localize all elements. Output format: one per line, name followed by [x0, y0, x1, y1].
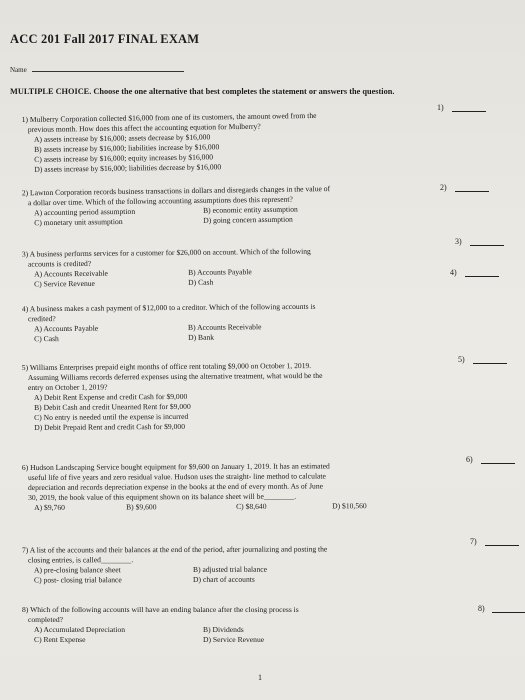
question-stem: credited?: [27, 314, 56, 324]
answer-option: C) post- closing trial balance: [34, 575, 122, 585]
answer-option: C) No entry is needed until the expense is incurred: [34, 411, 189, 422]
answer-option: B) Accounts Receivable: [187, 322, 262, 332]
answer-label: 4): [450, 268, 457, 277]
answer-blank[interactable]: [455, 191, 489, 192]
answer-option: D) assets increase by $16,000; liabilities decrease by $16,000: [34, 162, 222, 174]
answer-option: C) Service Revenue: [34, 278, 95, 289]
question-stem: 4) A business makes a cash payment of $12,000 to a creditor. Which of the following accounts is: [21, 301, 316, 314]
answer-option: B) $9,600: [126, 502, 157, 512]
question-stem: closing entries, is called________.: [27, 555, 134, 565]
answer-option: B) assets increase by $16,000; liabilities increase by $16,000: [34, 142, 220, 154]
answer-blank[interactable]: [470, 245, 504, 246]
answer-blank[interactable]: [485, 545, 519, 546]
answer-option: B) Debit Cash and credit Unearned Rent for $9,000: [34, 401, 191, 412]
instructions-label: MULTIPLE CHOICE.: [10, 87, 92, 96]
answer-option: A) Accumulated Depreciation: [34, 625, 126, 634]
instructions: [10, 87, 394, 96]
answer-option: A) $9,760: [34, 502, 65, 512]
answer-option: C) Rent Expense: [34, 635, 86, 644]
answer-option: A) Debit Rent Expense and credit Cash for $9,000: [33, 391, 188, 402]
question-stem: useful life of five years and zero residual value. Hudson uses the straight- line method to calculate: [27, 471, 326, 483]
question: [22, 361, 323, 433]
answer-option: A) accounting period assumption: [34, 206, 136, 218]
question-stem: 30, 2019, the book value of this equipment shown on its balance sheet will be________.: [28, 491, 297, 503]
answer-blank[interactable]: [473, 363, 507, 364]
answer-option: B) Accounts Payable: [187, 267, 252, 277]
answer-option: A) Accounts Payable: [34, 323, 99, 334]
question: [22, 544, 344, 585]
question-stem: depreciation and records depreciation expense in the books at the end of every month. As of June: [27, 481, 324, 493]
answer-label: 8): [478, 604, 485, 613]
question-stem: 6) Hudson Landscaping Service bought equipment for $9,600 on January 1, 2019. It has an estimated: [21, 461, 330, 473]
answer-blank[interactable]: [452, 111, 486, 112]
answer-option: D) Bank: [188, 332, 215, 342]
answer-option: D) Service Revenue: [203, 635, 265, 644]
question-stem: 8) Which of the following accounts will have an ending balance after the closing process is: [22, 605, 299, 614]
question-stem: 1) Mulberry Corporation collected $16,000 from one of its customers, the amount owed from the: [21, 110, 317, 125]
answer-blank[interactable]: [492, 612, 525, 613]
answer-label: 3): [455, 237, 462, 246]
answer-option: B) economic entity assumption: [202, 204, 298, 215]
answer-option: D) Debit Prepaid Rent and credit Cash for $9,000: [34, 421, 186, 432]
answer-label: 7): [470, 537, 477, 546]
answer-option: C) monetary unit assumption: [34, 216, 123, 228]
instructions-text: Choose the one alternative that best completes the statement or answers the question.: [93, 87, 395, 96]
question: [22, 246, 334, 289]
name-field-line[interactable]: [32, 71, 184, 72]
question: [22, 605, 364, 645]
answer-option: D) Cash: [188, 277, 214, 287]
answer-option: A) pre-closing balance sheet: [34, 565, 121, 575]
answer-label: 1): [437, 103, 444, 112]
answer-label: 2): [440, 183, 447, 192]
answer-option: B) Dividends: [203, 625, 244, 634]
answer-option: A) Accounts Receivable: [34, 268, 108, 279]
question-stem: accounts is credited?: [27, 258, 92, 269]
answer-option: C) assets increase by $16,000; equity increases by $16,000: [34, 152, 214, 164]
question-stem: a dollar over time. Which of the following accounting assumptions does this represent?: [27, 194, 293, 208]
question: [22, 302, 334, 345]
answer-option: D) $10,560: [332, 501, 367, 511]
answer-option: D) chart of accounts: [193, 574, 255, 584]
answer-label: 6): [466, 455, 473, 464]
answer-option: B) adjusted trial balance: [192, 564, 268, 574]
question-stem: 5) Williams Enterprises prepaid eight months of office rent totaling $9,000 on October 1, 2019.: [21, 361, 312, 373]
question-stem: 7) A list of the accounts and their balances at the end of the period, after journalizing and posting the: [21, 544, 328, 555]
question-stem: 3) A business performs services for a customer for $26,000 on account. Which of the following: [21, 246, 311, 259]
answer-option: C) $8,640: [236, 501, 267, 511]
question: [22, 461, 422, 513]
question: [22, 111, 318, 175]
answer-option: D) going concern assumption: [203, 214, 293, 225]
question-stem: previous month. How does this affect the accounting equation for Mulberry?: [27, 121, 261, 134]
exam-title: ACC 201 Fall 2017 FINAL EXAM: [10, 32, 200, 46]
answer-label: 5): [458, 355, 465, 364]
question-stem: 2) Lawton Corporation records business transactions in dollars and disregards changes in the value of: [21, 184, 331, 198]
question: [22, 184, 365, 229]
answer-option: C) Cash: [34, 334, 59, 344]
question-stem: Assuming Williams records deferred expenses using the alternative treatment, what would be the: [27, 370, 323, 383]
question-stem: entry on October 1, 2019?: [27, 382, 108, 393]
answer-option: A) assets increase by $16,000; assets decrease by $16,000: [33, 132, 211, 144]
answer-blank[interactable]: [481, 463, 515, 464]
answer-blank[interactable]: [465, 276, 499, 277]
page-number: 1: [258, 673, 262, 682]
name-label: Name: [10, 66, 27, 74]
question-stem: completed?: [28, 615, 63, 624]
